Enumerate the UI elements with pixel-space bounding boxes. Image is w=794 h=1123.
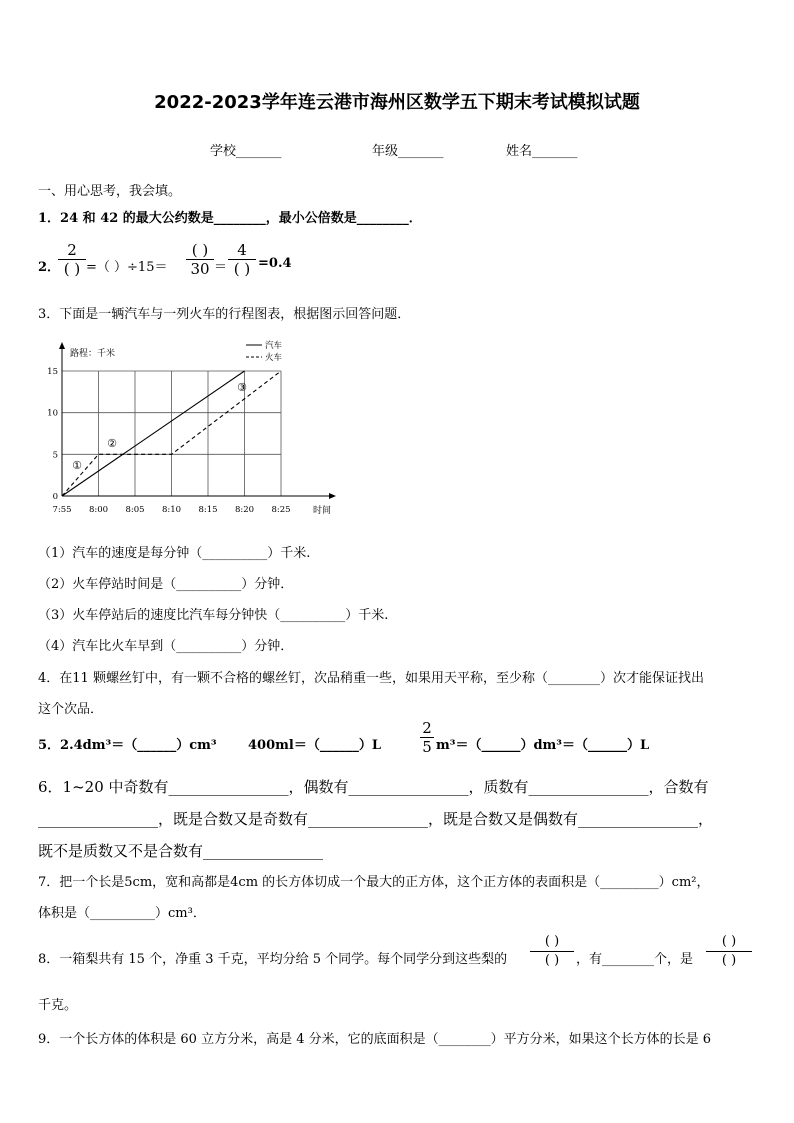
q2-tail: =0.4 [258, 256, 292, 271]
question-9: 9．一个长方体的体积是 60 立方分米，高是 4 分米，它的底面积是（________）平方分米，如果这个长方体的长是 6 [38, 1032, 712, 1047]
q2-number: 2． [38, 260, 61, 275]
y-tick-label: 5 [52, 450, 58, 461]
fraction-numerator: ( ) [544, 934, 560, 949]
question-6-line-1: 6．1~20 中奇数有________________，偶数有________________，质数有________________，合数有 [38, 778, 709, 796]
q3-sub-4: （4）汽车比火车早到（__________）分钟． [38, 639, 294, 654]
school-blank: _______ [236, 144, 282, 159]
question-4-line-2: 这个次品． [38, 702, 104, 717]
y-axis-label: 路程：千米 [70, 349, 116, 359]
y-tick-label: 15 [47, 367, 58, 377]
travel-chart [40, 336, 350, 518]
name-label: 姓名 [506, 144, 533, 159]
q2-fraction-3 [228, 241, 256, 278]
fraction-denominator: 30 [190, 260, 210, 278]
q8-fraction-1 [530, 933, 574, 970]
legend-label: 汽车 [265, 341, 283, 351]
fraction-denominator: ( ) [63, 260, 81, 278]
x-axis-arrow-icon [329, 493, 336, 499]
chart-annotation: ① [72, 459, 82, 472]
fraction-numerator: 2 [67, 241, 77, 259]
q8-fraction-2 [706, 933, 752, 970]
x-tick-label: 8:00 [88, 505, 109, 515]
q5-part-2: 400ml＝（______）L [248, 738, 381, 753]
q3-sub-2: （2）火车停站时间是（__________）分钟． [38, 577, 294, 592]
fraction-numerator: 4 [237, 241, 247, 259]
chart-annotation: ③ [237, 381, 247, 394]
q8-part-1: 8．一箱梨共有 15 个，净重 3 千克，平均分给 5 个同学。每个同学分到这些梨的 [38, 952, 508, 967]
fraction-numerator: ( ) [721, 934, 737, 949]
legend-label: 火车 [265, 353, 283, 363]
q5-part-3: m³＝（______）dm³＝（______）L [436, 738, 650, 753]
fraction-denominator: ( ) [721, 953, 737, 968]
y-tick-label: 0 [52, 492, 58, 502]
x-tick-label: 8:20 [234, 505, 255, 515]
grade-blank: _______ [398, 144, 444, 159]
name-field [506, 140, 578, 159]
chart-legend [246, 340, 283, 363]
fraction-denominator: 5 [422, 738, 432, 756]
q5-part-1: 5．2.4dm³＝（______）cm³ [38, 738, 217, 753]
y-tick-label: 10 [47, 408, 58, 419]
section-heading: 一、用心思考，我会填。 [38, 184, 182, 199]
fraction-numerator: 2 [422, 719, 432, 737]
x-axis-label: 时间 [313, 506, 332, 516]
x-tick-label: 8:10 [161, 505, 182, 515]
question-6-line-3: 既不是质数又不是合数有________________ [38, 842, 324, 860]
q2-fraction-1 [58, 241, 86, 278]
q2-fraction-2 [186, 241, 214, 278]
q8-line-2: 千克。 [38, 998, 78, 1013]
grade-field [372, 140, 444, 159]
q3-sub-1: （1）汽车的速度是每分钟（__________）千米. [38, 546, 311, 561]
question-3: 3．下面是一辆汽车与一列火车的行程图表，根据图示回答问题． [38, 307, 411, 322]
page-title: 2022-2023学年连云港市海州区数学五下期末考试模拟试题 [154, 92, 640, 113]
y-axis-arrow-icon [59, 342, 65, 349]
name-blank: _______ [532, 144, 578, 159]
question-4-line-1: 4．在11 颗螺丝钉中，有一颗不合格的螺丝钉，次品稍重一些，如果用天平称，至少称（________）次才能保证找出 [38, 671, 704, 686]
x-tick-label: 8:25 [271, 505, 291, 515]
series-line-car [62, 371, 245, 496]
q2-equals: ＝ [214, 260, 228, 275]
fraction-denominator: ( ) [233, 260, 251, 278]
q2-middle: =（ ）÷15＝ [86, 260, 168, 275]
chart-annotation: ② [107, 437, 117, 450]
x-tick-label: 8:15 [198, 505, 218, 515]
x-tick-label: 7:55 [52, 505, 72, 515]
fraction-numerator: ( ) [191, 241, 209, 259]
grade-label: 年级 [372, 144, 399, 159]
school-label: 学校 [210, 144, 237, 159]
q8-part-2: ，有________个，是 [576, 952, 694, 967]
question-6-line-2: ________________，既是合数又是奇数有________________，既是合数又是偶数有________________， [38, 810, 714, 828]
q5-fraction [420, 719, 434, 756]
q3-sub-3: （3）火车停站后的速度比汽车每分钟快（__________）千米. [38, 608, 389, 623]
question-7-line-2: 体积是（__________）cm³． [38, 906, 206, 921]
school-field [210, 140, 282, 159]
question-1: 1．24 和 42 的最大公约数是________，最小公倍数是________． [38, 211, 422, 226]
fraction-denominator: ( ) [544, 953, 560, 968]
x-tick-label: 8:05 [125, 505, 145, 515]
question-7-line-1: 7．把一个长是5cm，宽和高都是4cm 的长方体切成一个最大的正方体，这个正方体的表面积是（_________）cm²， [38, 875, 710, 890]
